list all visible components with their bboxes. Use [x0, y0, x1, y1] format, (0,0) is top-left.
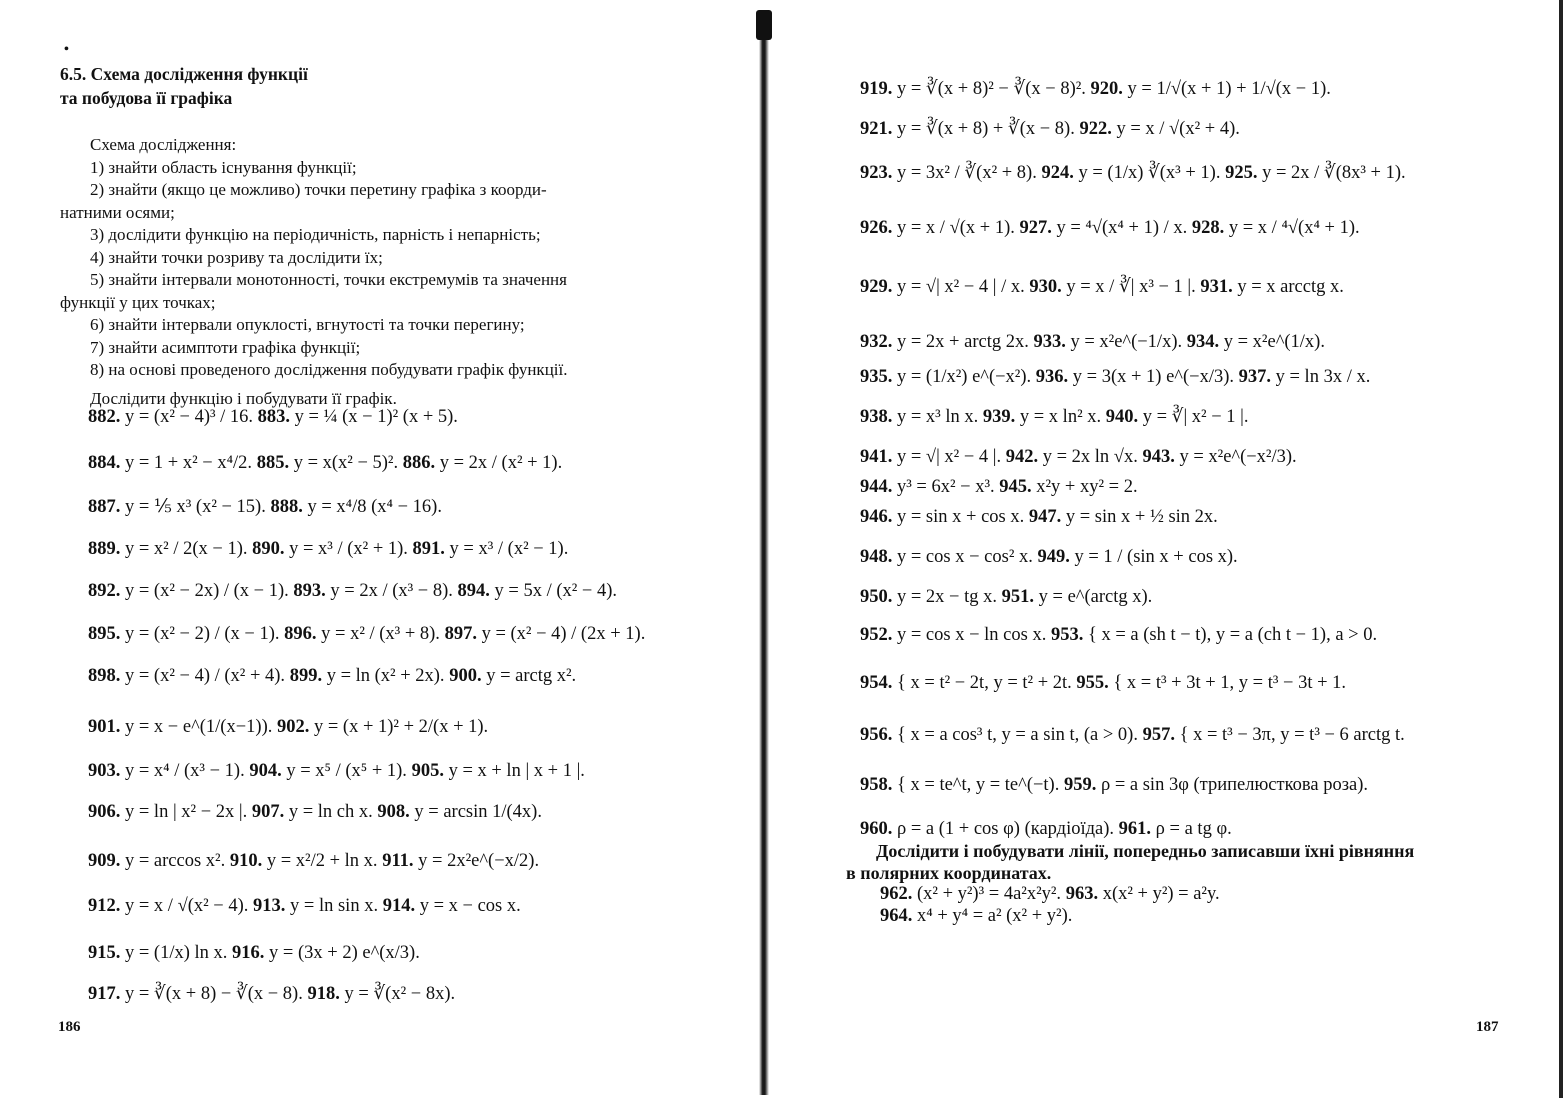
problem-formula: y = ∛| x² − 1 |. — [1138, 407, 1249, 427]
problem-formula: y = 1 / (sin x + cos x). — [1069, 547, 1238, 567]
problem-line-909 — [88, 850, 539, 872]
problem-line-892 — [88, 580, 617, 602]
problem-number: 914. — [382, 896, 416, 916]
problem-number: 901. — [88, 717, 121, 737]
problem-formula: x²y + xy² = 2. — [1031, 477, 1138, 497]
problem-number: 893. — [293, 581, 326, 601]
problem-line-958 — [860, 774, 1368, 796]
problem-number: 951. — [1001, 587, 1035, 607]
problem-number: 929. — [860, 277, 893, 297]
problem-number: 883. — [257, 407, 291, 427]
problem-formula: y = (3x + 2) e^(x/3). — [264, 943, 420, 963]
problem-number: 899. — [289, 666, 323, 686]
problem-formula: y = x⁵ / (x⁵ + 1). — [281, 761, 412, 781]
problem-number: 954. — [860, 673, 893, 693]
problem-formula: y = x − e^(1/(x−1)). — [120, 717, 277, 737]
problem-line-960 — [860, 818, 1232, 840]
problem-number: 889. — [88, 539, 121, 559]
problem-formula: y = x arcctg x. — [1232, 277, 1344, 297]
problem-number: 944. — [860, 477, 893, 497]
problem-formula: y = ln (x² + 2x). — [322, 666, 450, 686]
problem-formula: { x = t² − 2t, y = t² + 2t. — [892, 673, 1077, 693]
scheme-step-5: 5) знайти інтервали монотонності, точки екстремумів та значення — [90, 270, 567, 289]
problem-line-950 — [860, 586, 1152, 608]
scheme-step-5-cont: функції у цих точках; — [60, 292, 216, 312]
problem-line-938 — [860, 406, 1248, 428]
problem-number: 925. — [1225, 163, 1258, 183]
problem-number: 928. — [1191, 218, 1225, 238]
problem-number: 924. — [1041, 163, 1074, 183]
problem-number: 913. — [253, 896, 286, 916]
problem-line-929 — [860, 276, 1344, 298]
problem-number: 926. — [860, 218, 893, 238]
section-heading — [60, 62, 308, 110]
problem-formula: y = ln ch x. — [284, 802, 378, 822]
problem-formula: y = x / √(x + 1). — [892, 218, 1020, 238]
problem-number: 930. — [1029, 277, 1062, 297]
problem-formula: y = ln 3x / x. — [1271, 367, 1371, 387]
problem-line-964 — [880, 905, 1072, 927]
problem-number: 904. — [249, 761, 282, 781]
problem-number: 885. — [256, 453, 290, 473]
book-gutter — [759, 10, 769, 1095]
problem-formula: y = (x² − 2x) / (x − 1). — [120, 581, 294, 601]
problem-number: 950. — [860, 587, 893, 607]
problem-line-882 — [88, 406, 458, 428]
problem-number: 887. — [88, 497, 121, 517]
problem-formula: y = (1/x) ∛(x³ + 1). — [1073, 163, 1226, 183]
scheme-step-7: 7) знайти асимптоти графіка функції; — [90, 337, 361, 357]
problem-number: 894. — [457, 581, 490, 601]
problem-number: 942. — [1005, 447, 1039, 467]
problem-formula: { x = a cos³ t, y = a sin t, (a > 0). — [892, 725, 1143, 745]
problem-number: 946. — [860, 507, 893, 527]
page-number-left: 186 — [58, 1019, 81, 1035]
problem-line-923 — [860, 162, 1406, 184]
margin-mark: • — [64, 42, 69, 57]
problem-formula: y = (x² − 4)³ / 16. — [120, 407, 258, 427]
problem-formula: y = arcsin 1/(4x). — [409, 802, 542, 822]
problem-number: 890. — [252, 539, 285, 559]
problem-formula: ρ = a (1 + cos φ) (кардіоїда). — [892, 819, 1119, 839]
problem-formula: y = sin x + ½ sin 2x. — [1061, 507, 1218, 527]
scheme-step-4: 4) знайти точки розриву та дослідити їх; — [90, 247, 383, 267]
problem-line-948 — [860, 546, 1238, 568]
problem-number: 960. — [860, 819, 893, 839]
problem-formula: y = 2x / ∛(8x³ + 1). — [1257, 163, 1406, 183]
problem-formula: y = x / √(x² + 4). — [1111, 119, 1240, 139]
section-heading-line1: 6.5. Схема дослідження функції — [60, 64, 308, 84]
problem-line-903 — [88, 760, 585, 782]
problem-formula: y = cos x − ln cos x. — [892, 625, 1051, 645]
problem-formula: y = (1/x) ln x. — [120, 943, 233, 963]
problem-number: 896. — [284, 624, 317, 644]
problem-number: 927. — [1019, 218, 1052, 238]
problem-line-962 — [880, 883, 1220, 905]
problem-formula: y = 1 + x² − x⁴/2. — [120, 453, 257, 473]
problem-number: 909. — [88, 851, 121, 871]
page-edge — [1559, 0, 1563, 1098]
problem-formula: y = √| x² − 4 | / x. — [892, 277, 1030, 297]
problem-line-915 — [88, 942, 420, 964]
problem-formula: y = 3(x + 1) e^(−x/3). — [1068, 367, 1239, 387]
problem-formula: y = 2x / (x² + 1). — [435, 453, 563, 473]
problem-number: 905. — [411, 761, 444, 781]
problem-number: 911. — [382, 851, 414, 871]
problem-formula: (x² + y²)³ = 4a²x²y². — [912, 884, 1066, 904]
problem-number: 945. — [999, 477, 1032, 497]
problem-line-887 — [88, 496, 442, 518]
problem-formula: y = √| x² − 4 |. — [892, 447, 1006, 467]
problem-formula: y = x / √(x² − 4). — [120, 896, 254, 916]
problem-number: 953. — [1050, 625, 1084, 645]
problem-formula: y = (x² − 2) / (x − 1). — [120, 624, 285, 644]
problem-formula: { x = a (sh t − t), y = a (ch t − 1), a > 0. — [1083, 625, 1378, 645]
problem-formula: y = x³ / (x² − 1). — [444, 539, 569, 559]
problem-formula: { x = t³ + 3t + 1, y = t³ − 3t + 1. — [1108, 673, 1347, 693]
problem-line-921 — [860, 118, 1240, 140]
scheme-step-2-cont: натними осями; — [60, 202, 175, 222]
problem-number: 898. — [88, 666, 121, 686]
problem-line-898 — [88, 665, 576, 687]
problem-formula: y = x ln² x. — [1015, 407, 1106, 427]
problem-line-884 — [88, 452, 562, 474]
problem-line-901 — [88, 716, 488, 738]
problem-formula: y = x²e^(1/x). — [1219, 332, 1325, 352]
problem-formula: y = x + ln | x + 1 |. — [443, 761, 585, 781]
problem-number: 918. — [307, 984, 340, 1004]
problem-number: 923. — [860, 163, 893, 183]
problem-number: 920. — [1090, 79, 1123, 99]
problem-formula: y = x²/2 + ln x. — [262, 851, 383, 871]
problem-formula: y = sin x + cos x. — [892, 507, 1029, 527]
problem-number: 933. — [1033, 332, 1066, 352]
scheme-step-3: 3) дослідити функцію на періодичність, парність і непарність; — [90, 225, 541, 244]
problem-number: 958. — [860, 775, 893, 795]
scheme-step-1: 1) знайти область існування функції; — [90, 157, 357, 177]
problem-number: 908. — [377, 802, 410, 822]
problem-line-956 — [860, 724, 1405, 746]
problem-formula: y = x − cos x. — [415, 896, 521, 916]
problem-line-932 — [860, 331, 1325, 353]
scheme-step-2: 2) знайти (якщо це можливо) точки перетину графіка з коорди- — [90, 180, 547, 199]
problem-number: 916. — [232, 943, 265, 963]
problem-formula: y = (1/x²) e^(−x²). — [892, 367, 1036, 387]
problem-formula: { x = t³ − 3π, y = t³ − 6 arctg t. — [1174, 725, 1405, 745]
problem-number: 882. — [88, 407, 121, 427]
problem-number: 891. — [412, 539, 445, 559]
problem-formula: y = 2x ln √x. — [1038, 447, 1143, 467]
problem-number: 938. — [860, 407, 893, 427]
problem-formula: y³ = 6x² − x³. — [892, 477, 1000, 497]
problem-formula: y = ln | x² − 2x |. — [120, 802, 252, 822]
scheme-title: Схема дослідження: — [90, 135, 237, 154]
problem-formula: y = arccos x². — [120, 851, 230, 871]
problem-formula: y = e^(arctg x). — [1034, 587, 1153, 607]
page-number-right: 187 — [1476, 1019, 1499, 1035]
problem-number: 917. — [88, 984, 121, 1004]
problem-formula: x⁴ + y⁴ = a² (x² + y²). — [912, 906, 1073, 926]
problem-number: 963. — [1065, 884, 1099, 904]
problem-number: 922. — [1079, 119, 1112, 139]
problem-formula: y = (x + 1)² + 2/(x + 1). — [309, 717, 489, 737]
problem-number: 955. — [1076, 673, 1109, 693]
problem-formula: y = (x² − 4) / (2x + 1). — [476, 624, 646, 644]
problem-formula: ρ = a sin 3φ (трипелюсткова роза). — [1096, 775, 1369, 795]
problem-formula: y = 5x / (x² − 4). — [489, 581, 618, 601]
problem-line-935 — [860, 366, 1370, 388]
polar-intro-cont: в полярних координатах. — [846, 863, 1052, 883]
problem-number: 961. — [1118, 819, 1152, 839]
problem-number: 949. — [1037, 547, 1070, 567]
problem-number: 897. — [444, 624, 477, 644]
problem-number: 957. — [1142, 725, 1175, 745]
problem-formula: y = ln sin x. — [285, 896, 383, 916]
problem-number: 935. — [860, 367, 893, 387]
problem-number: 940. — [1105, 407, 1139, 427]
problem-formula: y = (x² − 4) / (x² + 4). — [120, 666, 290, 686]
problem-formula: y = arctg x². — [481, 666, 577, 686]
problem-formula: x(x² + y²) = a²y. — [1098, 884, 1220, 904]
problem-number: 907. — [251, 802, 285, 822]
problem-number: 906. — [88, 802, 121, 822]
problem-line-912 — [88, 895, 521, 917]
problem-formula: y = 2x + arctg 2x. — [892, 332, 1034, 352]
scheme-step-6: 6) знайти інтервали опуклості, вгнутості та точки перегину; — [90, 315, 525, 334]
problem-number: 943. — [1142, 447, 1175, 467]
problem-formula: { x = te^t, y = te^(−t). — [892, 775, 1064, 795]
problem-line-946 — [860, 506, 1218, 528]
problem-formula: y = x³ ln x. — [892, 407, 983, 427]
problem-formula: y = ⅕ x³ (x² − 15). — [120, 497, 271, 517]
problem-number: 902. — [276, 717, 310, 737]
problem-formula: y = ⁴√(x⁴ + 1) / x. — [1051, 218, 1192, 238]
problem-formula: y = ∛(x + 8)² − ∛(x − 8)². — [892, 79, 1091, 99]
problem-number: 941. — [860, 447, 893, 467]
problem-number: 886. — [402, 453, 436, 473]
problem-number: 939. — [982, 407, 1016, 427]
study-scheme — [60, 134, 715, 410]
problem-number: 892. — [88, 581, 121, 601]
problem-number: 956. — [860, 725, 893, 745]
problem-line-906 — [88, 801, 542, 823]
problem-formula: ρ = a tg φ. — [1151, 819, 1232, 839]
task-intro: Дослідити функцію і побудувати її графік. — [90, 388, 397, 408]
polar-intro: Дослідити і побудувати лінії, попередньо записавши їхні рівняння — [876, 841, 1415, 861]
problem-formula: y = 2x − tg x. — [892, 587, 1002, 607]
problem-number: 959. — [1063, 775, 1097, 795]
problem-number: 952. — [860, 625, 893, 645]
problem-line-919 — [860, 78, 1331, 100]
problem-number: 962. — [880, 884, 913, 904]
problem-line-917 — [88, 983, 455, 1005]
problem-formula: y = 1/√(x + 1) + 1/√(x − 1). — [1122, 79, 1331, 99]
problem-formula: y = ¼ (x − 1)² (x + 5). — [290, 407, 458, 427]
scheme-step-8: 8) на основі проведеного дослідження побудувати графік функції. — [90, 360, 568, 379]
problem-formula: y = x²e^(−x²/3). — [1174, 447, 1297, 467]
problem-number: 932. — [860, 332, 893, 352]
problem-line-889 — [88, 538, 568, 560]
problem-formula: y = 2x²e^(−x/2). — [413, 851, 540, 871]
problem-line-944 — [860, 476, 1138, 498]
problem-number: 915. — [88, 943, 121, 963]
problem-formula: y = 2x / (x³ − 8). — [325, 581, 458, 601]
problem-number: 964. — [880, 906, 913, 926]
problem-number: 903. — [88, 761, 121, 781]
problem-number: 895. — [88, 624, 121, 644]
problem-formula: y = x⁴ / (x³ − 1). — [120, 761, 250, 781]
problem-formula: y = x² / (x³ + 8). — [316, 624, 445, 644]
problem-formula: y = ∛(x² − 8x). — [339, 984, 456, 1004]
problem-formula: y = x³ / (x² + 1). — [284, 539, 413, 559]
problem-number: 912. — [88, 896, 121, 916]
problem-formula: y = x / ∛| x³ − 1 |. — [1061, 277, 1201, 297]
problem-formula: y = ∛(x + 8) + ∛(x − 8). — [892, 119, 1080, 139]
problem-line-941 — [860, 446, 1297, 468]
problem-number: 937. — [1238, 367, 1271, 387]
problem-line-895 — [88, 623, 645, 645]
problem-number: 936. — [1035, 367, 1069, 387]
problem-formula: y = ∛(x + 8) − ∛(x − 8). — [120, 984, 308, 1004]
problem-number: 934. — [1186, 332, 1220, 352]
problem-formula: y = x² / 2(x − 1). — [120, 539, 253, 559]
problem-formula: y = x²e^(−1/x). — [1065, 332, 1187, 352]
problem-number: 931. — [1200, 277, 1233, 297]
problem-number: 919. — [860, 79, 893, 99]
problem-formula: y = x / ⁴√(x⁴ + 1). — [1224, 218, 1360, 238]
problem-formula: y = x⁴/8 (x⁴ − 16). — [302, 497, 442, 517]
right-page — [780, 0, 1566, 1098]
section-heading-line2: та побудова її графіка — [60, 88, 233, 108]
problem-number: 921. — [860, 119, 893, 139]
problem-number: 888. — [270, 497, 303, 517]
gutter-binding — [756, 10, 772, 40]
problem-number: 910. — [229, 851, 263, 871]
problem-number: 900. — [449, 666, 482, 686]
problem-line-926 — [860, 217, 1360, 239]
problem-formula: y = 3x² / ∛(x² + 8). — [892, 163, 1042, 183]
problem-number: 948. — [860, 547, 893, 567]
problem-formula: y = cos x − cos² x. — [892, 547, 1038, 567]
problem-line-952 — [860, 624, 1377, 646]
left-page — [0, 0, 760, 1098]
problem-line-954 — [860, 672, 1346, 694]
problem-number: 947. — [1028, 507, 1062, 527]
problem-number: 884. — [88, 453, 121, 473]
problem-formula: y = x(x² − 5)². — [289, 453, 403, 473]
